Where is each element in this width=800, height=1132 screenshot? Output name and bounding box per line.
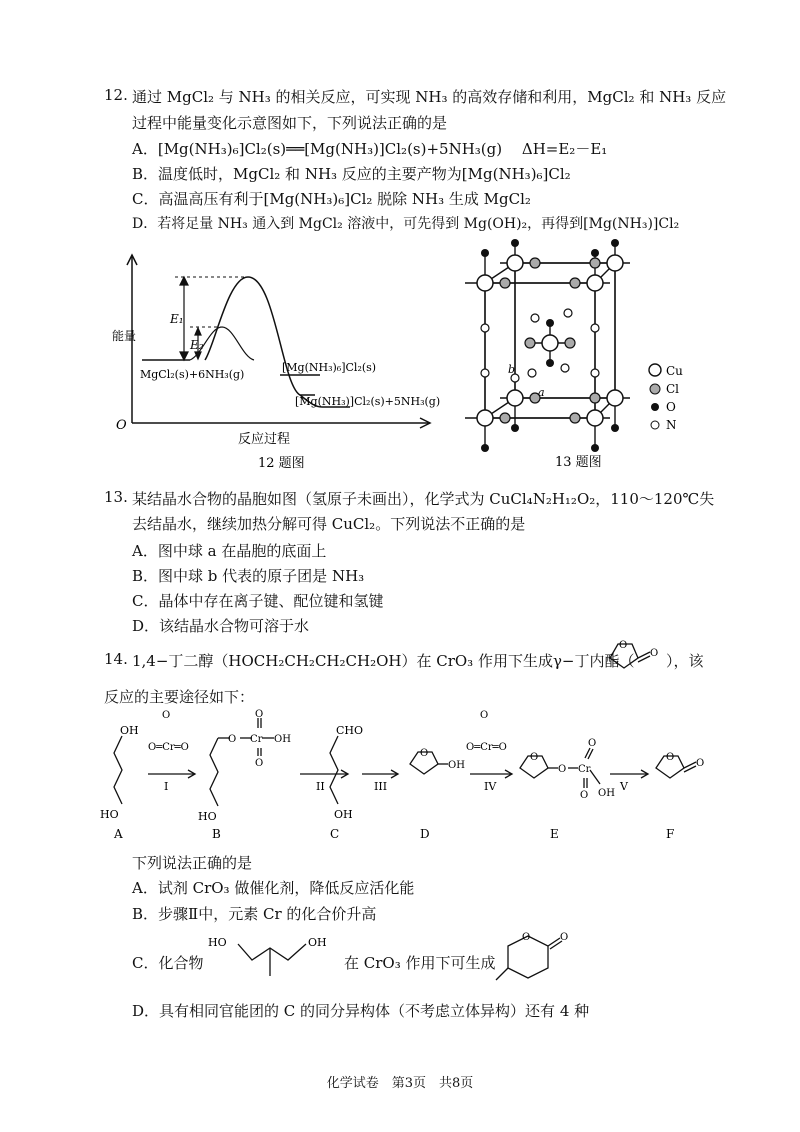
cl-atom bbox=[500, 413, 510, 423]
cu-atom bbox=[587, 275, 603, 291]
option-text: 晶体中存在离子键、配位键和氢键 bbox=[158, 592, 384, 610]
option-label: B． bbox=[132, 165, 159, 183]
origin-label: O bbox=[116, 418, 127, 433]
a-oh: OH bbox=[120, 724, 139, 737]
option-label: C． bbox=[132, 592, 159, 610]
q12-option-c bbox=[132, 188, 531, 209]
option-text: 试剂 CrO₃ 做催化剂，降低反应活化能 bbox=[157, 879, 415, 897]
o-atom bbox=[611, 239, 619, 247]
cro3-reagent: O═Cr═O bbox=[148, 742, 189, 753]
q14-option-b bbox=[132, 903, 376, 924]
b-o-bottom: O bbox=[255, 758, 264, 769]
legend-cu: Cu bbox=[666, 364, 683, 378]
lactone-ring-o: O bbox=[522, 932, 531, 943]
o-atom bbox=[511, 424, 519, 432]
e1-label: E₁ bbox=[170, 312, 184, 326]
n-atom bbox=[591, 324, 599, 332]
diol-structure bbox=[198, 928, 346, 986]
option-text: 若将足量 NH₃ 通入到 MgCl₂ 溶液中，可先得到 Mg(OH)₂，再得到[Mg(NH₃)]Cl₂ bbox=[157, 216, 680, 232]
compound-d: D bbox=[420, 827, 430, 841]
o-atom bbox=[591, 249, 599, 257]
e-o: O bbox=[558, 764, 567, 775]
cl-atom bbox=[530, 258, 540, 268]
c-oh: OH bbox=[334, 808, 353, 821]
o-atom bbox=[481, 249, 489, 257]
legend-o: O bbox=[666, 400, 676, 414]
n-atom-a bbox=[528, 369, 536, 377]
step-v: V bbox=[620, 780, 628, 793]
n-atom bbox=[591, 369, 599, 377]
cu-atom bbox=[477, 275, 493, 291]
option-label: D． bbox=[132, 1002, 160, 1020]
cl-atom bbox=[525, 338, 535, 348]
intermediate-label: [Mg(NH₃)₆]Cl₂(s) bbox=[282, 361, 377, 374]
b-o-top: O bbox=[255, 709, 264, 720]
option-text: 具有相同官能团的 C 的同分异构体（不考虑立体异构）还有 4 种 bbox=[159, 1002, 590, 1020]
gamma-butyrolactone-structure bbox=[600, 632, 662, 680]
x-axis-label: 反应过程 bbox=[238, 432, 291, 447]
q13-stem-line1: 某结晶水合物的晶胞如图（氢原子未画出），化学式为 CuCl₄N₂H₁₂O₂，110～120℃失 bbox=[132, 490, 715, 508]
label-b: b bbox=[508, 363, 516, 376]
q13-option-d bbox=[132, 615, 309, 636]
ring-o: O bbox=[619, 640, 628, 651]
page-footer: 化学试卷 第3页 共8页 bbox=[326, 1076, 474, 1091]
cu-atom-center bbox=[542, 335, 558, 351]
step-iv: IV bbox=[484, 780, 497, 793]
b-ho: HO bbox=[198, 810, 217, 823]
ylabel: 能量 bbox=[112, 329, 137, 343]
diol-oh: OH bbox=[308, 936, 327, 949]
d-o: O bbox=[420, 748, 429, 759]
step-iii: III bbox=[374, 780, 388, 793]
compound-a: A bbox=[114, 827, 123, 841]
cro3-o-top: O bbox=[162, 710, 171, 721]
b-cr: Cr bbox=[250, 734, 263, 745]
compound-b: B bbox=[212, 827, 221, 841]
d-oh: OH bbox=[448, 760, 465, 771]
reaction-scheme bbox=[100, 708, 720, 848]
e-o-top: O bbox=[588, 738, 597, 749]
compound-e: E bbox=[550, 827, 559, 841]
o-atom bbox=[546, 359, 554, 367]
n-atom bbox=[564, 309, 572, 317]
q12-option-b bbox=[132, 163, 571, 184]
crystal-cell-diagram bbox=[460, 238, 700, 473]
q14-prompt: 下列说法正确的是 bbox=[132, 854, 253, 872]
q13-number: 13. bbox=[104, 488, 128, 506]
q12-option-a bbox=[132, 138, 607, 159]
cl-atom bbox=[570, 278, 580, 288]
step-i: I bbox=[164, 780, 169, 793]
option-label: A． bbox=[132, 879, 158, 897]
legend-cl: Cl bbox=[666, 382, 680, 396]
e-o-bottom: O bbox=[580, 790, 589, 801]
legend bbox=[649, 364, 661, 429]
e-cr: Cr bbox=[578, 764, 591, 775]
n-atom bbox=[481, 324, 489, 332]
cro3-reagent-2: O═Cr═O bbox=[466, 742, 507, 753]
option-label: C． bbox=[132, 190, 159, 208]
q14-stem-line1-end: ），该 bbox=[666, 652, 704, 670]
compound-f: F bbox=[666, 827, 675, 841]
option-label: C． bbox=[132, 954, 159, 972]
option-text: 图中球 b 代表的原子团是 NH₃ bbox=[158, 567, 365, 585]
b-oh: OH bbox=[274, 734, 291, 745]
q12-stem-line1: 通过 MgCl₂ 与 NH₃ 的相关反应，可实现 NH₃ 的高效存储和利用，MgCl₂ 和 NH₃ 反应 bbox=[132, 88, 727, 106]
legend-n: N bbox=[666, 418, 677, 432]
f-ring-o: O bbox=[666, 752, 675, 763]
carbonyl-o: O bbox=[650, 648, 659, 659]
cl-atom bbox=[500, 278, 510, 288]
a-ho: HO bbox=[100, 808, 119, 821]
q14-stem-line1: 1,4−丁二醇（HOCH₂CH₂CH₂CH₂OH）在 CrO₃ 作用下生成γ−丁内酯（ bbox=[132, 652, 635, 670]
cl-atom bbox=[590, 258, 600, 268]
step-ii: II bbox=[316, 780, 325, 793]
option-text: 图中球 a 在晶胞的底面上 bbox=[157, 542, 327, 560]
f-carbonyl-o: O bbox=[696, 758, 705, 769]
option-label: B． bbox=[132, 905, 159, 923]
option-text: 该结晶水合物可溶于水 bbox=[159, 617, 310, 635]
q14-option-a bbox=[132, 877, 414, 898]
option-label: B． bbox=[132, 567, 159, 585]
o-atom bbox=[481, 444, 489, 452]
q12-number: 12. bbox=[104, 86, 128, 104]
diol-ho: HO bbox=[208, 936, 227, 949]
n-atom bbox=[531, 314, 539, 322]
e-ring-o: O bbox=[530, 752, 539, 763]
q14-number: 14. bbox=[104, 650, 128, 668]
q13-option-a bbox=[132, 540, 326, 561]
o-atom bbox=[511, 239, 519, 247]
cu-atom bbox=[507, 390, 523, 406]
compound-c: C bbox=[330, 827, 340, 841]
cro3-o-top-2: O bbox=[480, 710, 489, 721]
figure-13-caption: 13 题图 bbox=[555, 455, 602, 470]
option-label: A． bbox=[132, 542, 158, 560]
n-atom bbox=[481, 369, 489, 377]
q12-stem-line2: 过程中能量变化示意图如下，下列说法正确的是 bbox=[132, 114, 448, 132]
option-text: 温度低时，MgCl₂ 和 NH₃ 反应的主要产物为[Mg(NH₃)₆]Cl₂ bbox=[158, 165, 571, 183]
cu-atom bbox=[507, 255, 523, 271]
label-a: a bbox=[538, 386, 545, 399]
q13-stem-line2: 去结晶水，继续加热分解可得 CuCl₂。下列说法不正确的是 bbox=[132, 515, 526, 533]
option-text: [Mg(NH₃)₆]Cl₂(s)══[Mg(NH₃)]Cl₂(s)+5NH₃(g) ΔH=E₂－E₁ bbox=[157, 140, 608, 158]
o-atom bbox=[611, 424, 619, 432]
y-axis-label bbox=[112, 328, 136, 343]
n-atom bbox=[561, 364, 569, 372]
c-cho: CHO bbox=[336, 724, 364, 737]
option-text-pre: 化合物 bbox=[158, 954, 204, 972]
lactone-carbonyl-o: O bbox=[560, 932, 568, 943]
option-label: D． bbox=[132, 216, 158, 232]
q12-option-d bbox=[132, 213, 679, 233]
energy-diagram bbox=[110, 245, 460, 475]
cu-atom bbox=[607, 390, 623, 406]
q14-option-d bbox=[132, 1000, 589, 1021]
figure-12-caption: 12 题图 bbox=[258, 456, 305, 471]
b-o: O bbox=[228, 734, 237, 745]
q13-option-c bbox=[132, 590, 384, 611]
q14-option-c-label bbox=[132, 952, 204, 973]
option-label: D． bbox=[132, 617, 160, 635]
reactant-label: MgCl₂(s)+6NH₃(g) bbox=[140, 368, 245, 381]
cu-atom bbox=[587, 410, 603, 426]
product-label: [Mg(NH₃)]Cl₂(s)+5NH₃(g) bbox=[295, 395, 441, 408]
cl-atom bbox=[570, 413, 580, 423]
q14-stem-line2: 反应的主要途径如下： bbox=[104, 688, 255, 706]
q13-option-b bbox=[132, 565, 364, 586]
cu-atom bbox=[607, 255, 623, 271]
cl-atom bbox=[565, 338, 575, 348]
option-text: 高温高压有利于[Mg(NH₃)₆]Cl₂ 脱除 NH₃ 生成 MgCl₂ bbox=[158, 190, 531, 208]
methyl-lactone-structure bbox=[488, 926, 568, 990]
cu-atom bbox=[477, 410, 493, 426]
o-atom bbox=[591, 444, 599, 452]
option-label: A． bbox=[132, 140, 158, 158]
cl-atom bbox=[590, 393, 600, 403]
e2-label: E₂ bbox=[190, 338, 204, 352]
e-oh: OH bbox=[598, 788, 615, 799]
option-text: 步骤Ⅱ中，元素 Cr 的化合价升高 bbox=[158, 905, 377, 923]
q14-option-c-mid: 在 CrO₃ 作用下可生成 bbox=[344, 954, 496, 972]
o-atom bbox=[546, 319, 554, 327]
